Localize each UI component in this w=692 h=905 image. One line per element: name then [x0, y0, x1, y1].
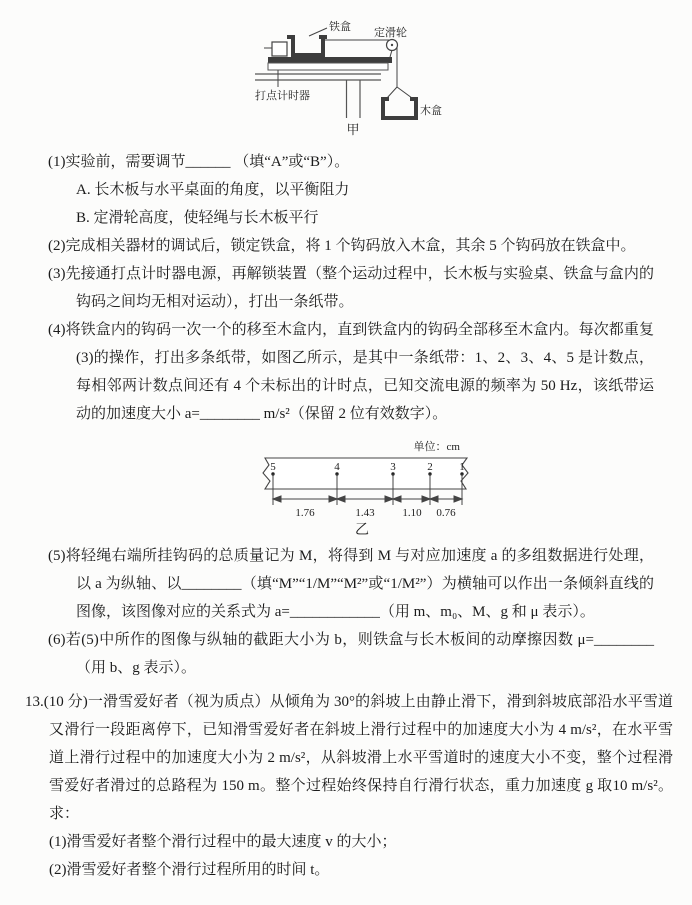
- iron-box-label: 铁盒: [329, 21, 351, 33]
- distance-label-3: 1.10: [402, 507, 422, 519]
- wood-box-label: 木盒: [420, 105, 442, 117]
- iron-box-leader-line: [309, 28, 327, 36]
- pulley-label: 定滑轮: [374, 27, 407, 39]
- item-4-text: 将铁盒内的钩码一次一个的移至木盒内，直到铁盒内的钩码全部移至木盒内。每次都重复(3)的操作，打出多条纸带，如图乙所示，是其中一条纸带：1、2、3、4、5 是计数点，每相邻两计数点间还有 4 个未标出的计时点，已知交流电源的频率为 50 Hz，该纸带运动的加速度大小 a=________ m/s²（保留 2 位有效数字）。: [65, 322, 654, 422]
- item-1: [48, 148, 654, 176]
- point-label-4: 4: [334, 461, 340, 473]
- item-2: [48, 232, 654, 260]
- item-5: [48, 542, 654, 626]
- item-6: [48, 626, 654, 682]
- question-13-part-2: (2)滑雪爱好者整个滑行过程所用的时间 t。: [49, 862, 330, 878]
- experiment-items: [48, 148, 654, 428]
- measurement-arrows: [273, 496, 462, 502]
- timer-label: 打点计时器: [255, 90, 310, 102]
- item-6-text: 若(5)中所作的图像与纵轴的截距大小为 b，则铁盒与长木板间的动摩擦因数 μ=________（用 b、g 表示）。: [65, 632, 654, 676]
- item-3-number: (3): [48, 266, 66, 282]
- figure-jia: [241, 14, 471, 138]
- figure-jia-diagram: [241, 14, 459, 138]
- item-5-text: 将轻绳右端所挂钩码的总质量记为 M，将得到 M 与对应加速度 a 的多组数据进行处理，以 a 为纵轴、以________（填“M”“1/M”“M²”或“1/M²”）为横轴可以作出一条倾斜直线的图像，该图像对应的关系式为 a=____________（用 m、m₀、M、g 和 μ 表示）。: [65, 548, 654, 620]
- experiment-items-continued: [48, 542, 654, 682]
- figure-yi: [232, 434, 484, 538]
- point-label-3: 3: [390, 461, 396, 473]
- item-1-option-b: B. 定滑轮高度，使轻绳与长木板平行: [76, 210, 319, 226]
- paper-tape: [263, 458, 468, 489]
- item-2-number: (2): [48, 238, 66, 254]
- point-label-1: 1: [459, 461, 465, 473]
- item-3-text: 先接通打点计时器电源，再解锁装置（整个运动过程中，长木板与实验桌、铁盒与盒内的钩码之间均无相对运动），打出一条纸带。: [65, 266, 654, 310]
- point-label-5: 5: [270, 461, 276, 473]
- question-13-part-1: (1)滑雪爱好者整个滑行过程中的最大速度 v 的大小；: [49, 834, 397, 850]
- distance-label-2: 1.43: [355, 507, 375, 519]
- item-5-number: (5): [48, 548, 66, 564]
- item-1-number: (1): [48, 154, 66, 170]
- item-1-text: 实验前，需要调节______ （填“A”或“B”）。: [65, 154, 350, 170]
- item-6-number: (6): [48, 632, 66, 648]
- item-4-number: (4): [48, 322, 66, 338]
- tape-unit-label: 单位：cm: [413, 441, 460, 453]
- pulley-axle: [391, 44, 393, 46]
- question-13-number: 13.: [25, 694, 44, 710]
- iron-box: [287, 35, 327, 57]
- figure-yi-diagram: [232, 434, 484, 538]
- item-2-text: 完成相关器材的调试后，锁定铁盒，将 1 个钩码放入木盒，其余 5 个钩码放在铁盒中。: [65, 238, 636, 254]
- item-1-option-a: A. 长木板与水平桌面的角度，以平衡阻力: [76, 182, 350, 198]
- item-3: [48, 260, 654, 316]
- distance-label-4: 0.76: [436, 507, 456, 519]
- item-4: [48, 316, 654, 428]
- question-13-stem: [25, 688, 673, 828]
- long-board: [268, 57, 392, 70]
- question-13-text: (10 分)一滑雪爱好者（视为质点）从倾角为 30°的斜坡上由静止滑下，滑到斜坡底部沿水平雪道又滑行一段距离停下，已知滑雪爱好者在斜坡上滑行过程中的加速度大小为 4 m/s²，在水平雪道上滑行过程中的加速度大小为 2 m/s²，从斜坡滑上水平雪道时的速度大小不变，整个过程滑雪爱好者滑过的总路程为 150 m。整个过程始终保持自行滑行状态，重力加速度 g 取10 m/s²。求：: [43, 694, 673, 822]
- point-label-2: 2: [427, 461, 433, 473]
- question-13: [25, 688, 673, 884]
- figure-jia-caption: 甲: [346, 122, 360, 137]
- distance-label-1: 1.76: [295, 507, 315, 519]
- figure-yi-caption: 乙: [355, 523, 369, 538]
- wood-box: [381, 97, 418, 120]
